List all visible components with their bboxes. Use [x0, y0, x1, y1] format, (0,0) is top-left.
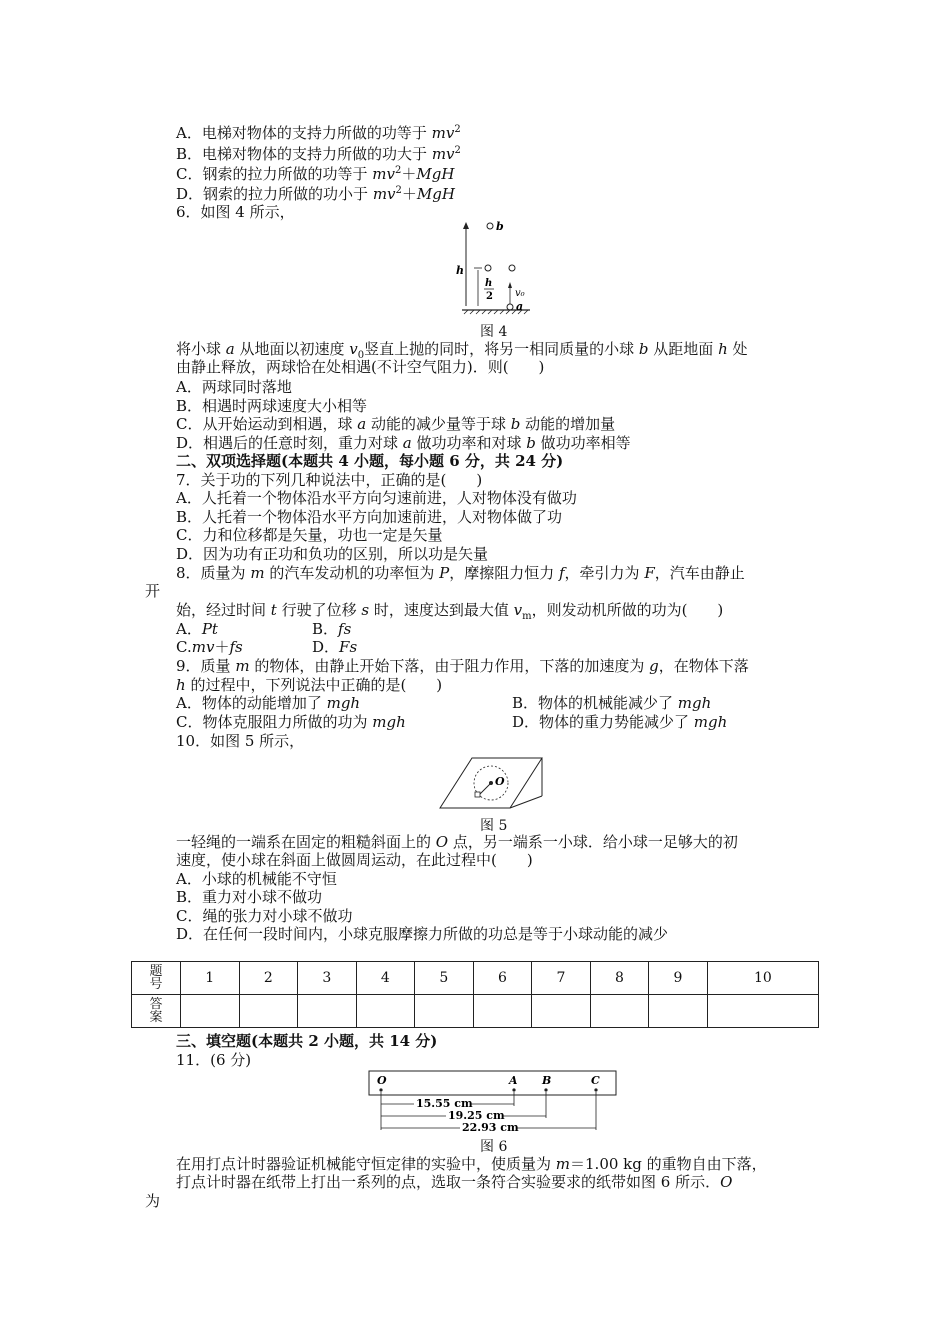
question-number-cell: 7 — [532, 962, 591, 995]
section-3-heading: 三、填空题(本题共 2 小题，共 14 分) — [176, 1032, 438, 1050]
q7-stem: 7．关于功的下列几种说法中，正确的是( ) — [176, 471, 483, 489]
text: B．物体的机械能减少了 — [512, 694, 678, 712]
answer-table-answer-row — [132, 995, 819, 1028]
answer-cell[interactable] — [181, 995, 240, 1028]
option-label: A． — [176, 620, 202, 638]
dot-O — [379, 1088, 382, 1091]
var-a: a — [402, 434, 412, 452]
question-number-cell: 3 — [298, 962, 357, 995]
subscript: m — [522, 611, 532, 622]
figure-5 — [438, 752, 544, 812]
point-B-label: B — [542, 1074, 552, 1087]
q8-stem-line2 — [176, 601, 724, 622]
answer-cell[interactable] — [298, 995, 357, 1028]
q10-option-a: A．小球的机械能不守恒 — [176, 870, 337, 888]
var-O: O — [435, 833, 449, 851]
q5-option-a — [176, 124, 461, 142]
figure-5-caption: 图 5 — [480, 818, 508, 834]
text: 一轻绳的一端系在固定的粗糙斜面上的 — [176, 833, 436, 851]
q11-stem: 11．(6 分) — [176, 1051, 252, 1069]
text: 做功功率和对球 — [411, 434, 527, 452]
text: ，在物体下落 — [658, 657, 749, 675]
q9-option-b — [512, 694, 711, 712]
text: D．相遇后的任意时刻，重力对球 — [176, 434, 403, 452]
var-v: v — [386, 165, 395, 183]
text: 时，速度达到最大值 — [369, 601, 514, 619]
q8-wrap-char: 开 — [145, 582, 161, 600]
label-half-h-den: 2 — [486, 291, 493, 302]
label-half-h-num: h — [485, 278, 493, 289]
var-mgh: mgh — [326, 694, 361, 712]
section-2-heading: 二、双项选择题(本题共 4 小题，每小题 6 分，共 24 分) — [176, 452, 564, 470]
var-mgh: mgh — [372, 713, 406, 731]
var-m: m — [250, 564, 265, 582]
label-b: b — [496, 220, 504, 233]
text: ，汽车由静止 — [654, 564, 745, 582]
answer-table-number-row — [132, 962, 819, 995]
var-b: b — [638, 340, 649, 358]
var-v: v — [387, 185, 396, 203]
q8-option-a — [176, 620, 218, 638]
q7-option-c: C．力和位移都是矢量，功也一定是矢量 — [176, 526, 443, 544]
var-MgH: MgH — [416, 165, 455, 183]
q9-option-c — [176, 713, 406, 731]
var-v: v — [349, 340, 358, 358]
q7-option-b: B．人托着一个物体沿水平方向加速前进，人对物体做了功 — [176, 508, 563, 526]
figure-6-caption: 图 6 — [480, 1139, 508, 1155]
row-header-answer — [132, 995, 181, 1028]
question-number-cell: 8 — [590, 962, 649, 995]
q6-body-line1 — [176, 340, 748, 361]
q5-option-c — [176, 165, 454, 183]
plus-sign: ＋ — [401, 165, 417, 183]
q10-option-c: C．绳的张力对小球不做功 — [176, 907, 353, 925]
text: ＝1.00 kg 的重物自由下落， — [570, 1155, 767, 1173]
option-label: B． — [312, 620, 339, 638]
dot-A — [512, 1088, 515, 1091]
var-h: h — [176, 676, 186, 694]
label-v0: v₀ — [515, 288, 525, 299]
var-a: a — [225, 340, 235, 358]
q6-option-b: B．相遇时两球速度大小相等 — [176, 397, 368, 415]
var-m: m — [235, 657, 250, 675]
distance-OA-label: 15.55 cm — [416, 1097, 473, 1110]
var-F: F — [644, 564, 655, 582]
answer-cell[interactable] — [356, 995, 415, 1028]
var-fs: fs — [229, 638, 243, 656]
var-m: m — [372, 185, 388, 203]
paper-tape — [369, 1071, 616, 1095]
option-value: Pt — [201, 620, 218, 638]
option-value: fs — [338, 620, 352, 638]
q10-body-line2: 速度，使小球在斜面上做圆周运动，在此过程中( ) — [176, 851, 533, 869]
q7-option-d: D．因为功有正功和负功的区别，所以功是矢量 — [176, 545, 489, 563]
text: 处 — [727, 340, 748, 358]
text: A．物体的动能增加了 — [176, 694, 327, 712]
question-number-cell: 6 — [473, 962, 532, 995]
var-MgH: MgH — [416, 185, 455, 203]
q6-option-c — [176, 415, 615, 433]
text: ，则发动机所做的功为( ) — [531, 601, 724, 619]
question-number-cell: 4 — [356, 962, 415, 995]
q8-stem-line1 — [176, 564, 745, 582]
option-label: D． — [312, 638, 340, 656]
plus-sign: ＋ — [401, 185, 417, 203]
var-m: m — [191, 638, 206, 656]
var-O: O — [720, 1173, 733, 1191]
label-a: a — [516, 300, 524, 313]
meet-ball-left-icon — [485, 265, 491, 271]
text: 始，经过时间 — [176, 601, 271, 619]
text: 8．质量为 — [176, 564, 251, 582]
q6-option-d — [176, 434, 631, 452]
var-b: b — [526, 434, 536, 452]
var-a: a — [357, 415, 367, 433]
superscript: 2 — [454, 124, 461, 135]
text: 的汽车发动机的功率恒为 — [264, 564, 440, 582]
answer-cell[interactable] — [415, 995, 474, 1028]
q5-option-d-text: D．钢索的拉力所做的功小于 — [176, 185, 369, 203]
var-b: b — [510, 415, 521, 433]
row-header-text: 题号 — [149, 964, 163, 992]
answer-cell[interactable] — [532, 995, 591, 1028]
text: 9．质量 — [176, 657, 236, 675]
answer-cell[interactable] — [590, 995, 649, 1028]
var-mgh: mgh — [693, 713, 728, 731]
var-m: m — [372, 165, 387, 183]
answer-cell[interactable] — [473, 995, 532, 1028]
q11-body-line1 — [176, 1155, 767, 1173]
figure-4-caption: 图 4 — [480, 324, 508, 340]
superscript: 2 — [395, 185, 402, 196]
q5-option-a-text: A．电梯对物体的支持力所做的功等于 — [176, 124, 427, 142]
arrow-up-icon — [508, 282, 512, 288]
q10-stem: 10．如图 5 所示， — [176, 732, 305, 750]
ball-a-icon — [507, 304, 513, 310]
q8-option-b — [312, 620, 351, 638]
ball-icon — [475, 792, 480, 797]
var-mgh: mgh — [677, 694, 712, 712]
point-O-label: O — [377, 1074, 387, 1087]
var-m: m — [431, 145, 447, 163]
incline-side-edge — [510, 796, 542, 808]
answer-cell[interactable] — [707, 995, 818, 1028]
question-number-cell: 1 — [181, 962, 240, 995]
plus-sign: ＋ — [214, 638, 230, 656]
q6-stem: 6．如图 4 所示， — [176, 203, 295, 221]
distance-OC-label: 22.93 cm — [462, 1121, 519, 1132]
var-s: s — [361, 601, 370, 619]
text: 动能的增加量 — [520, 415, 616, 433]
q11-body-line2 — [176, 1173, 732, 1191]
text: 做功功率相等 — [535, 434, 631, 452]
q9-stem-line1 — [176, 657, 749, 675]
q5-option-b-text: B．电梯对物体的支持力所做的功大于 — [176, 145, 428, 163]
var-v: v — [445, 124, 455, 142]
var-m: m — [431, 124, 446, 142]
q9-stem-line2 — [176, 676, 442, 694]
row-header-question-no — [132, 962, 181, 995]
answer-cell[interactable] — [239, 995, 298, 1028]
option-label: C. — [176, 638, 192, 656]
text: C．物体克服阻力所做的功为 — [176, 713, 373, 731]
question-number-cell: 2 — [239, 962, 298, 995]
answer-cell[interactable] — [649, 995, 708, 1028]
text: 点，另一端系一小球．给小球一足够大的初 — [448, 833, 738, 851]
text: 从地面以初速度 — [234, 340, 350, 358]
label-h: h — [456, 264, 464, 277]
question-number-cell: 10 — [707, 962, 818, 995]
var-v: v — [205, 638, 215, 656]
answer-table — [131, 961, 819, 1028]
arrow-up-icon — [463, 222, 469, 229]
row-header-text: 答案 — [149, 997, 163, 1025]
dot-C — [594, 1088, 597, 1091]
dot-B — [544, 1088, 547, 1091]
distance-OB-label: 19.25 cm — [448, 1109, 505, 1122]
q7-option-a: A．人托着一个物体沿水平方向匀速前进，人对物体没有做功 — [176, 489, 577, 507]
text: 的物体，由静止开始下落，由于阻力作用，下落的加速度为 — [249, 657, 650, 675]
q6-body-line2: 由静止释放，两球恰在处相遇(不计空气阻力)．则( ) — [176, 358, 545, 376]
q10-option-b: B．重力对小球不做功 — [176, 888, 323, 906]
text: 行驶了位移 — [276, 601, 362, 619]
q8-option-d — [312, 638, 357, 656]
var-t: t — [270, 601, 277, 619]
q5-option-d — [176, 185, 455, 203]
q9-option-d — [512, 713, 727, 731]
option-value: Fs — [339, 638, 358, 656]
subscript: 0 — [357, 350, 365, 361]
text: D．物体的重力势能减少了 — [512, 713, 694, 731]
q10-body-line1 — [176, 833, 738, 851]
superscript: 2 — [454, 145, 461, 156]
text: ，摩擦阻力恒力 — [449, 564, 559, 582]
text: 的过程中，下列说法中正确的是( ) — [185, 676, 443, 694]
text: ，牵引力为 — [564, 564, 645, 582]
figure-4 — [452, 218, 532, 318]
text: 竖直上抛的同时，将另一相同质量的小球 — [364, 340, 639, 358]
text: 打点计时器在纸带上打出一系列的点，选取一条符合实验要求的纸带如图 6 所示． — [176, 1173, 721, 1191]
rope-line — [480, 783, 491, 794]
var-f: f — [558, 564, 565, 582]
figure-6 — [368, 1070, 618, 1132]
q9-option-a — [176, 694, 360, 712]
label-O: O — [495, 775, 505, 788]
text: 将小球 — [176, 340, 226, 358]
text: 动能的减少量等于球 — [366, 415, 511, 433]
text: 从距地面 — [648, 340, 719, 358]
point-C-label: C — [591, 1074, 600, 1087]
var-g: g — [649, 657, 659, 675]
point-A-label: A — [509, 1074, 518, 1087]
superscript: 2 — [394, 165, 402, 176]
question-number-cell: 9 — [649, 962, 708, 995]
q8-option-c — [176, 638, 243, 656]
ball-b-icon — [487, 223, 493, 229]
text: C．从开始运动到相遇，球 — [176, 415, 358, 433]
meet-ball-right-icon — [509, 265, 515, 271]
text: 在用打点计时器验证机械能守恒定律的实验中，使质量为 — [176, 1155, 556, 1173]
var-v: v — [513, 601, 523, 619]
var-v: v — [446, 145, 455, 163]
q6-option-a: A．两球同时落地 — [176, 378, 292, 396]
var-h: h — [718, 340, 728, 358]
question-number-cell: 5 — [415, 962, 474, 995]
var-m: m — [555, 1155, 571, 1173]
q10-option-d: D．在任何一段时间内，小球克服摩擦力所做的功总是等于小球动能的减少 — [176, 925, 669, 943]
q5-option-c-text: C．钢索的拉力所做的功等于 — [176, 165, 368, 183]
var-P: P — [439, 564, 450, 582]
q5-option-b — [176, 145, 461, 163]
q11-wrap-char: 为 — [145, 1192, 161, 1210]
